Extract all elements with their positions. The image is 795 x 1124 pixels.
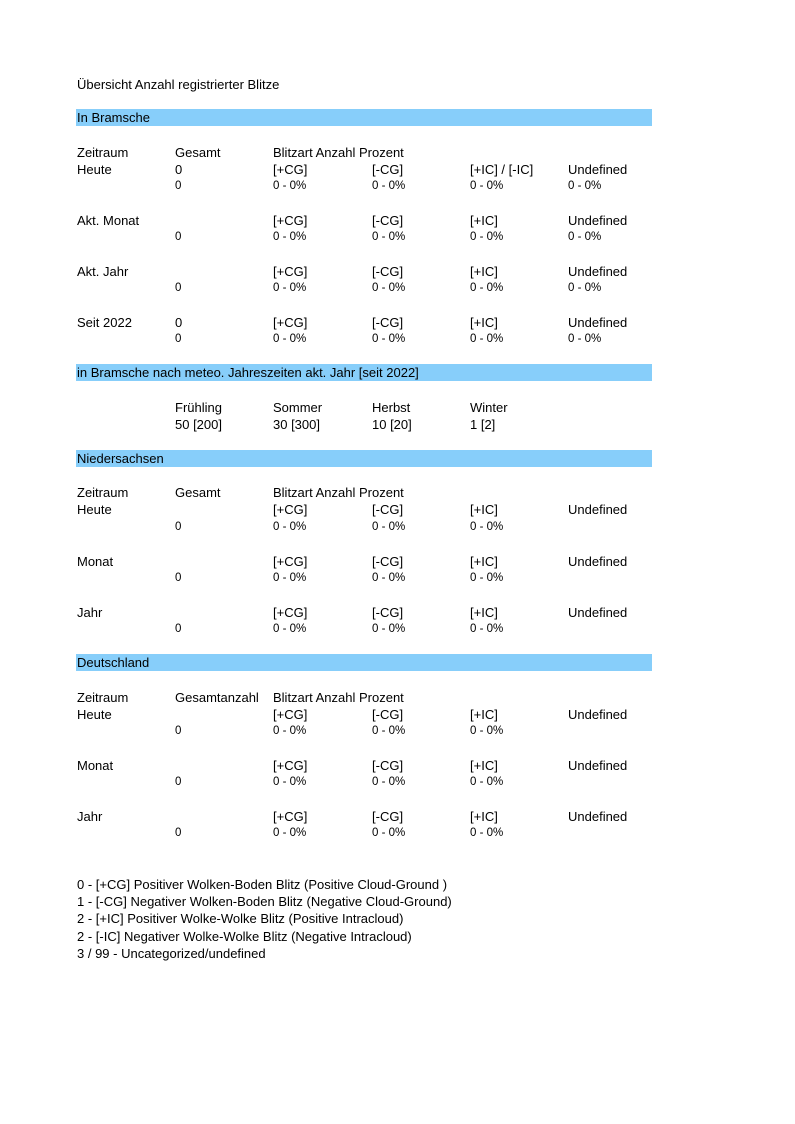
season-label: Herbst (372, 400, 411, 415)
type-label: [+IC] (470, 758, 498, 773)
type-label: [+CG] (273, 502, 308, 517)
season-label: Winter (470, 400, 508, 415)
row-label: Heute (77, 162, 112, 177)
season-value: 30 [300] (273, 417, 320, 432)
legend-item: 0 - [+CG] Positiver Wolken-Boden Blitz (Positive Cloud-Ground ) (77, 877, 448, 892)
type-value: 0 - 0% (372, 231, 406, 243)
type-value: 0 - 0% (372, 180, 406, 192)
section-header-seasons: in Bramsche nach meteo. Jahreszeiten akt. Jahr [seit 2022] (76, 364, 652, 381)
row-label: Akt. Jahr (77, 264, 129, 279)
type-label: [+IC] (470, 502, 498, 517)
type-value: 0 - 0% (372, 521, 406, 533)
legend-item: 1 - [-CG] Negativer Wolken-Boden Blitz (Negative Cloud-Ground) (77, 894, 452, 909)
section-header-bramsche: In Bramsche (76, 109, 652, 126)
type-value: 0 - 0% (273, 282, 307, 294)
legend-item: 2 - [-IC] Negativer Wolke-Wolke Blitz (Negative Intracloud) (77, 929, 412, 944)
type-value: 0 - 0% (273, 725, 307, 737)
col-header-zeitraum: Zeitraum (77, 690, 129, 705)
type-value: 0 - 0% (568, 231, 602, 243)
type-label: [+IC] (470, 605, 498, 620)
page-title: Übersicht Anzahl registrierter Blitze (77, 77, 280, 92)
type-value: 0 - 0% (273, 776, 307, 788)
type-label: [+IC] / [-IC] (470, 162, 534, 177)
type-value: 0 - 0% (372, 725, 406, 737)
type-value: 0 - 0% (568, 180, 602, 192)
type-value: 0 - 0% (470, 333, 504, 345)
type-value: 0 - 0% (470, 521, 504, 533)
legend-item: 2 - [+IC] Positiver Wolke-Wolke Blitz (Positive Intracloud) (77, 911, 404, 926)
type-label: Undefined (568, 605, 628, 620)
row-label: Heute (77, 707, 112, 722)
type-value: 0 - 0% (273, 180, 307, 192)
season-value: 10 [20] (372, 417, 412, 432)
row-total: 0 (175, 315, 183, 330)
col-header-zeitraum: Zeitraum (77, 485, 129, 500)
col-header-blitzart: Blitzart Anzahl Prozent (273, 145, 404, 160)
type-label: [-CG] (372, 758, 404, 773)
type-label: [+CG] (273, 162, 308, 177)
section-header-deutschland: Deutschland (76, 654, 652, 671)
row-total: 0 (175, 180, 182, 192)
type-value: 0 - 0% (372, 333, 406, 345)
type-value: 0 - 0% (273, 231, 307, 243)
row-label: Heute (77, 502, 112, 517)
type-value: 0 - 0% (372, 827, 406, 839)
col-header-gesamt: Gesamtanzahl (175, 690, 259, 705)
type-label: Undefined (568, 758, 628, 773)
type-label: Undefined (568, 502, 628, 517)
type-value: 0 - 0% (372, 282, 406, 294)
type-label: [-CG] (372, 162, 404, 177)
type-label: [+IC] (470, 264, 498, 279)
type-value: 0 - 0% (273, 333, 307, 345)
type-label: [-CG] (372, 809, 404, 824)
row-label: Akt. Monat (77, 213, 140, 228)
type-label: Undefined (568, 554, 628, 569)
type-value: 0 - 0% (470, 623, 504, 635)
type-label: [-CG] (372, 264, 404, 279)
row-total: 0 (175, 521, 182, 533)
row-label: Monat (77, 554, 114, 569)
type-label: [+CG] (273, 264, 308, 279)
type-value: 0 - 0% (372, 623, 406, 635)
row-total: 0 (175, 282, 182, 294)
type-value: 0 - 0% (568, 282, 602, 294)
type-label: [-CG] (372, 315, 404, 330)
type-value: 0 - 0% (470, 776, 504, 788)
type-label: [+IC] (470, 809, 498, 824)
type-label: Undefined (568, 213, 628, 228)
type-value: 0 - 0% (273, 572, 307, 584)
type-label: [+CG] (273, 758, 308, 773)
col-header-blitzart: Blitzart Anzahl Prozent (273, 485, 404, 500)
type-label: [-CG] (372, 554, 404, 569)
type-value: 0 - 0% (470, 725, 504, 737)
col-header-zeitraum: Zeitraum (77, 145, 129, 160)
type-label: [+IC] (470, 554, 498, 569)
type-value: 0 - 0% (470, 180, 504, 192)
type-label: [+CG] (273, 315, 308, 330)
type-value: 0 - 0% (470, 282, 504, 294)
type-value: 0 - 0% (470, 572, 504, 584)
row-total: 0 (175, 231, 182, 243)
type-label: [-CG] (372, 605, 404, 620)
type-label: Undefined (568, 264, 628, 279)
section-header-niedersachsen: Niedersachsen (76, 450, 652, 467)
season-value: 1 [2] (470, 417, 496, 432)
row-label: Monat (77, 758, 114, 773)
season-label: Sommer (273, 400, 323, 415)
row-total: 0 (175, 776, 182, 788)
type-label: [-CG] (372, 502, 404, 517)
season-value: 50 [200] (175, 417, 222, 432)
row-total: 0 (175, 162, 183, 177)
type-label: [+CG] (273, 554, 308, 569)
row-total: 0 (175, 572, 182, 584)
type-label: [+CG] (273, 707, 308, 722)
type-label: [+CG] (273, 605, 308, 620)
type-value: 0 - 0% (568, 333, 602, 345)
type-label: [+CG] (273, 809, 308, 824)
type-label: Undefined (568, 809, 628, 824)
type-label: [+CG] (273, 213, 308, 228)
row-label: Seit 2022 (77, 315, 132, 330)
type-value: 0 - 0% (470, 231, 504, 243)
col-header-gesamt: Gesamt (175, 485, 221, 500)
row-total: 0 (175, 827, 182, 839)
type-label: [-CG] (372, 707, 404, 722)
type-value: 0 - 0% (273, 521, 307, 533)
col-header-gesamt: Gesamt (175, 145, 221, 160)
type-value: 0 - 0% (372, 776, 406, 788)
type-value: 0 - 0% (470, 827, 504, 839)
row-total: 0 (175, 623, 182, 635)
col-header-blitzart: Blitzart Anzahl Prozent (273, 690, 404, 705)
row-label: Jahr (77, 605, 103, 620)
type-value: 0 - 0% (273, 827, 307, 839)
type-label: Undefined (568, 162, 628, 177)
type-label: [-CG] (372, 213, 404, 228)
type-label: Undefined (568, 707, 628, 722)
type-label: [+IC] (470, 315, 498, 330)
type-label: Undefined (568, 315, 628, 330)
row-label: Jahr (77, 809, 103, 824)
type-label: [+IC] (470, 213, 498, 228)
season-label: Frühling (175, 400, 222, 415)
type-label: [+IC] (470, 707, 498, 722)
type-value: 0 - 0% (273, 623, 307, 635)
legend-item: 3 / 99 - Uncategorized/undefined (77, 946, 266, 961)
type-value: 0 - 0% (372, 572, 406, 584)
row-total: 0 (175, 333, 182, 345)
row-total: 0 (175, 725, 182, 737)
